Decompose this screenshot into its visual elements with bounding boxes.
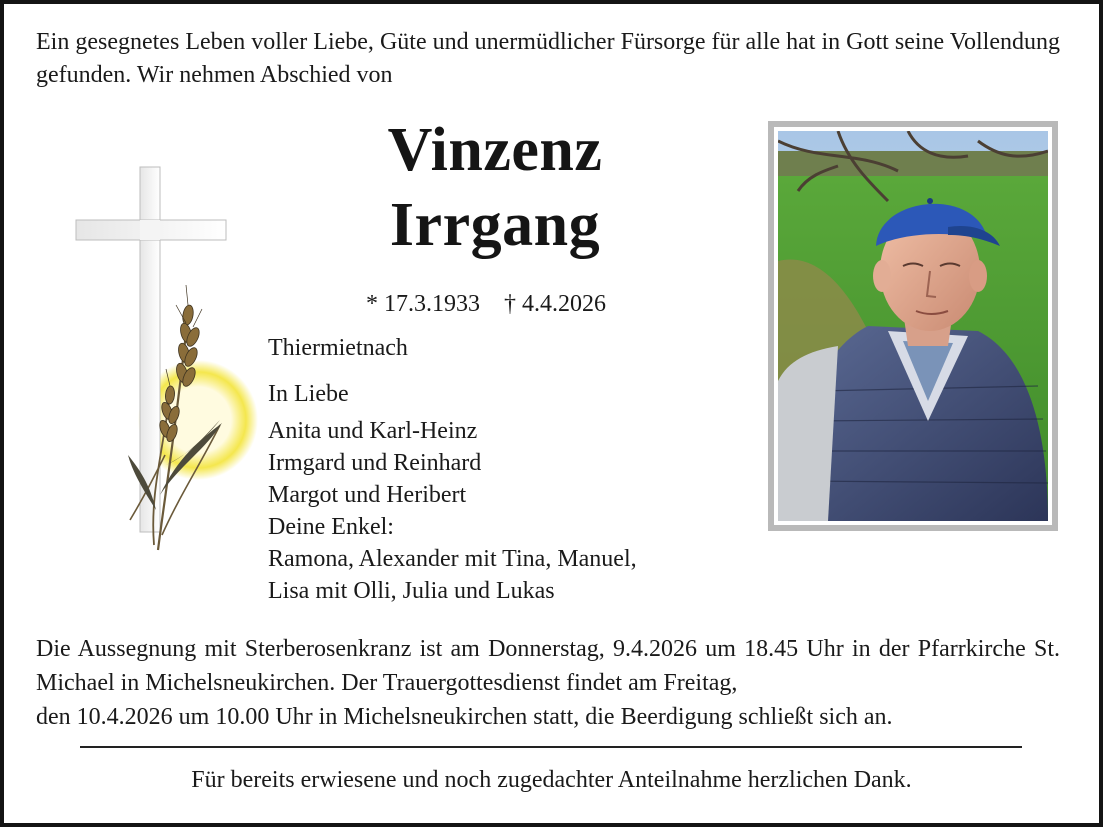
deceased-first-name: Vinzenz bbox=[387, 116, 603, 184]
death-date: † 4.4.2026 bbox=[504, 291, 606, 317]
birth-date: * 17.3.1933 bbox=[366, 291, 480, 317]
service-text-line1: Die Aussegnung mit Sterberosenkranz ist am Donnerstag, 9.4.2026 um 18.45 Uhr in der Pfarrkirche St. Michael in Michelsneukirchen. Der Trauergottesdienst findet am Freitag, bbox=[36, 636, 1060, 696]
portrait-photo bbox=[778, 131, 1048, 521]
mourners-list bbox=[268, 415, 637, 607]
service-text-line2: den 10.4.2026 um 10.00 Uhr in Michelsneukirchen statt, die Beerdigung schließt sich an. bbox=[36, 704, 893, 730]
intro-text: Ein gesegnetes Leben voller Liebe, Güte und unermüdlicher Fürsorge für alle hat in Gott seine Vollendung gefunden. Wir nehmen Abschied von bbox=[36, 29, 1060, 88]
mourner-line: Margot und Heribert bbox=[268, 482, 467, 508]
mourner-line: Anita und Karl-Heinz bbox=[268, 418, 478, 444]
mourner-line: Deine Enkel: bbox=[268, 514, 394, 540]
mourner-line: Ramona, Alexander mit Tina, Manuel, bbox=[268, 546, 637, 572]
thanks-text: Für bereits erwiesene und noch zugedachter Anteilnahme herzlichen Dank. bbox=[191, 767, 912, 793]
life-dates bbox=[366, 288, 606, 320]
cross-with-wheat-icon bbox=[70, 165, 270, 565]
mourner-line: Irmgard und Reinhard bbox=[268, 450, 482, 476]
mourners-heading: In Liebe bbox=[268, 381, 349, 407]
mourner-line: Lisa mit Olli, Julia und Lukas bbox=[268, 578, 555, 604]
service-information bbox=[36, 632, 1060, 734]
divider-line bbox=[80, 746, 1022, 748]
place-of-residence: Thiermietnach bbox=[268, 335, 408, 361]
deceased-last-name: Irrgang bbox=[389, 191, 601, 259]
portrait-photo-frame bbox=[768, 121, 1058, 531]
